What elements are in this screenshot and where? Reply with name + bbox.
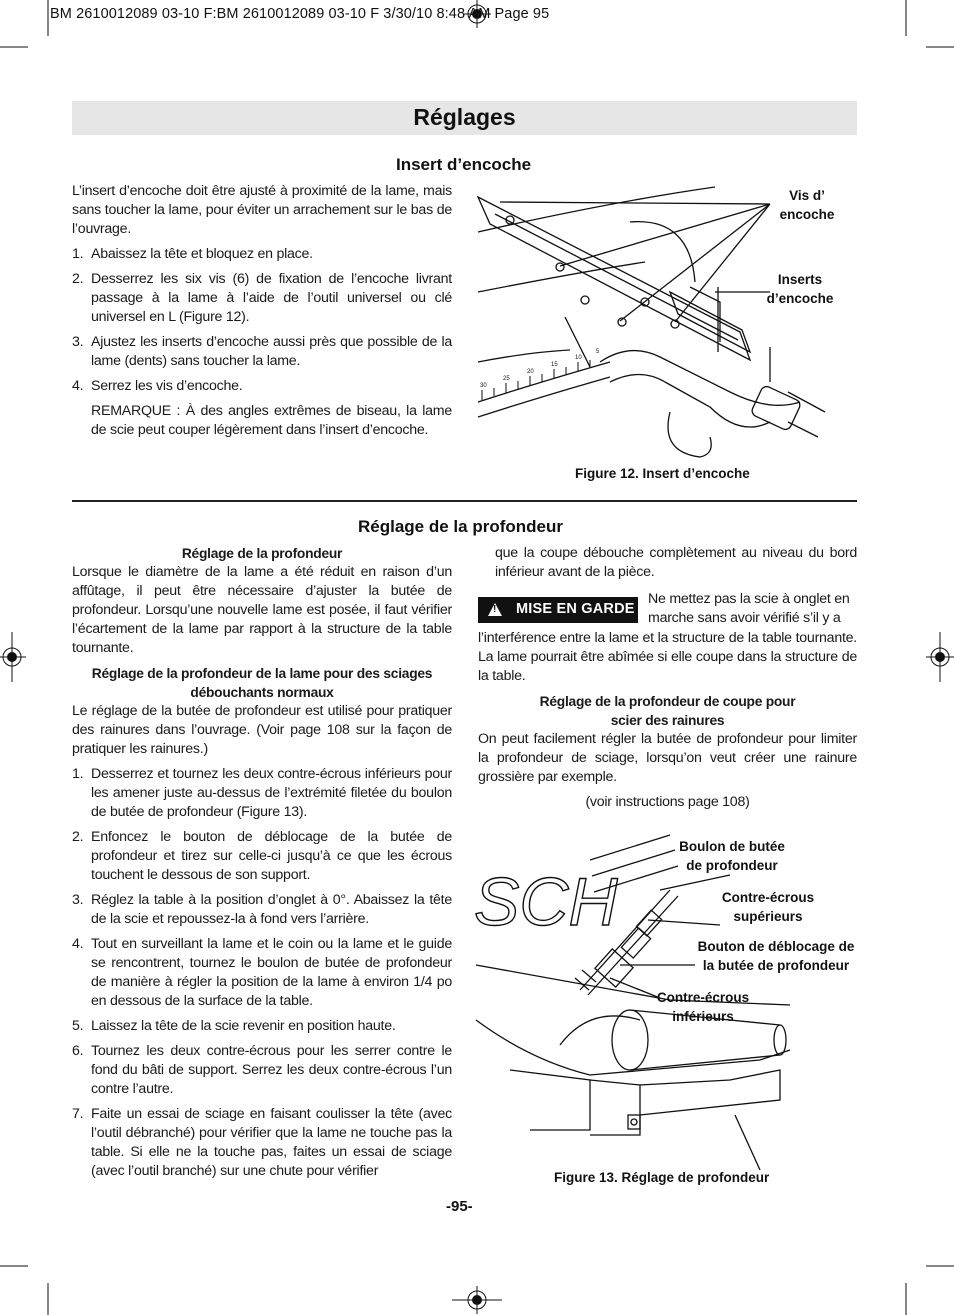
depth-intro-text: Lorsque le diamètre de la lame a été réduit en raison d’un affûtage, il peut être nécessaire d’ajuster la butée de profondeur. Lorsqu’une nouvelle lame est posée, il faut vérifier l’écartement de la lame par rapport à la structure de la table tournante. — [72, 564, 452, 656]
list-item: 7. Faite un essai de sciage en faisant coulisser la tête (avec l’outil débranché) pour vérifier que la lame ne touche pas la table. Si elle ne la touche pas, faites un essai de sciage (avec l’outil branché) sur une chute pour vérifier — [72, 1106, 452, 1179]
figure-12-illustration — [470, 182, 860, 472]
list-item: 2. Enfoncez le bouton de déblocage de la butée de profondeur et tirez sur celle-ci jusqu’à ce que les écrous touchent le dessous de son support. — [72, 829, 452, 883]
list-item: 3. Ajustez les inserts d’encoche aussi près que possible de la lame (dents) sans toucher la lame. — [72, 334, 452, 369]
page-title: Réglages — [413, 104, 516, 130]
figure-13-caption: Figure 13. Réglage de profondeur — [554, 1170, 770, 1185]
section1-intro: L’insert d’encoche doit être ajusté à proximité de la lame, mais sans toucher la lame, pour éviter un arrachement sur le bas de l’ouvrage. — [72, 183, 452, 237]
section1-text-column — [72, 182, 452, 440]
scale-tick-label: 30 — [480, 383, 487, 389]
callout-notch-screws: Vis d’ encoche — [779, 188, 835, 222]
warning-label: MISE EN GARDE — [516, 601, 635, 617]
see-instructions: (voir instructions page 108) — [585, 794, 750, 810]
title-bar — [72, 101, 857, 135]
list-item: 5. Laissez la tête de la scie revenir en position haute. — [72, 1018, 396, 1034]
subheading-depth: Réglage de la profondeur — [181, 546, 343, 561]
page-number: -95- — [446, 1198, 473, 1215]
depth-steps — [72, 765, 452, 1181]
warning-badge — [478, 597, 638, 623]
section2-left-column — [72, 544, 452, 1181]
print-header: BM 2610012089 03-10 F:BM 2610012089 03-10 F 3/30/10 8:48 AM Page 95 — [50, 6, 550, 22]
list-item: 2. Desserrez les six vis (6) de fixation de l’encoche livrant passage à la lame à l’aide de l’outil universel ou clé universel en L (Figure 12). — [72, 271, 452, 325]
section-heading-depth: Réglage de la profondeur — [358, 517, 563, 536]
figure-12-caption: Figure 12. Insert d’encoche — [575, 466, 750, 481]
dado-cuts-text: On peut facilement régler la butée de profondeur pour limiter la profondeur de sciage, lorsqu’on veut créer une rainure grossière par exemple. — [478, 731, 857, 785]
warning-triangle-icon: ! — [488, 603, 502, 616]
section1-remark: REMARQUE : À des angles extrêmes de biseau, la lame de scie peut couper légèrement dans l’insert d’encoche. — [91, 403, 452, 438]
section2-right-lower — [478, 629, 857, 812]
scale-tick-label: 10 — [575, 355, 582, 361]
scale-tick-label: 15 — [551, 362, 558, 368]
list-item: 3. Réglez la table à la position d’onglet à 0°. Abaissez la tête de la scie et repoussez-la à fond vers l’arrière. — [72, 892, 452, 927]
callout-upper-jam-nuts: Contre-écrous supérieurs — [721, 890, 815, 924]
scale-tick-label: 25 — [503, 376, 510, 382]
registration-mark-left — [0, 632, 26, 682]
section-heading-notch-insert: Insert d’encoche — [396, 155, 532, 174]
callout-notch-inserts: Inserts d’encoche — [766, 272, 834, 306]
section1-steps — [72, 245, 452, 396]
list-item: 4. Serrez les vis d’encoche. — [72, 378, 243, 394]
warning-text-side: Ne mettez pas la scie à onglet en marche sans avoir vérifié s’il y a — [648, 591, 850, 626]
list-item: 1. Abaissez la tête et bloquez en place. — [72, 246, 313, 262]
callout-lower-jam-nuts: Contre-écrous inférieurs — [656, 990, 750, 1024]
registration-mark-bottom — [452, 1286, 502, 1314]
list-item: 4. Tout en surveillant la lame et le coin ou la lame et le guide se rencontrent, tournez le boulon de butée de profondeur de manière à régler la position de la lame à environ 1/4 po en dessous de la surface de la table. — [72, 936, 452, 1009]
figure-brand-mark: SCH — [474, 864, 618, 940]
section-divider — [72, 500, 857, 502]
list-item: 1. Desserrez et tournez les deux contre-écrous inférieurs pour les amener juste au-dessus de l’extrémité filetée du boulon de butée de profondeur (Figure 13). — [72, 766, 452, 820]
callout-depth-stop-bolt: Boulon de butée de profondeur — [679, 839, 785, 873]
warning-text-rest: l’interférence entre la lame et la structure de la table tournante. La lame pourrait être abîmée si elle coupe dans la structure de la table. — [478, 630, 857, 684]
callout-release-button: Bouton de déblocage de la butée de profondeur — [697, 939, 855, 973]
scale-tick-label: 20 — [527, 369, 534, 375]
subheading-through-cuts: Réglage de la profondeur de la lame pour des sciages débouchants normaux — [91, 666, 433, 700]
section2-right-column — [478, 544, 857, 582]
list-item: 6. Tournez les deux contre-écrous pour les serrer contre le fond du bâti de support. Serrez les deux contre-écrous l’un contre l’autre. — [72, 1043, 452, 1097]
subheading-dado-cuts: Réglage de la profondeur de coupe pour scier des rainures — [539, 694, 796, 728]
registration-mark-right — [926, 632, 954, 682]
through-cuts-text: Le réglage de la butée de profondeur est utilisé pour pratiquer des rainures dans l’ouvrage. (Voir page 108 sur la façon de pratiquer les rainures.) — [72, 703, 452, 757]
step7-continued: que la coupe débouche complètement au niveau du bord inférieur avant de la pièce. — [495, 545, 857, 580]
scale-tick-label: 5 — [596, 349, 600, 355]
